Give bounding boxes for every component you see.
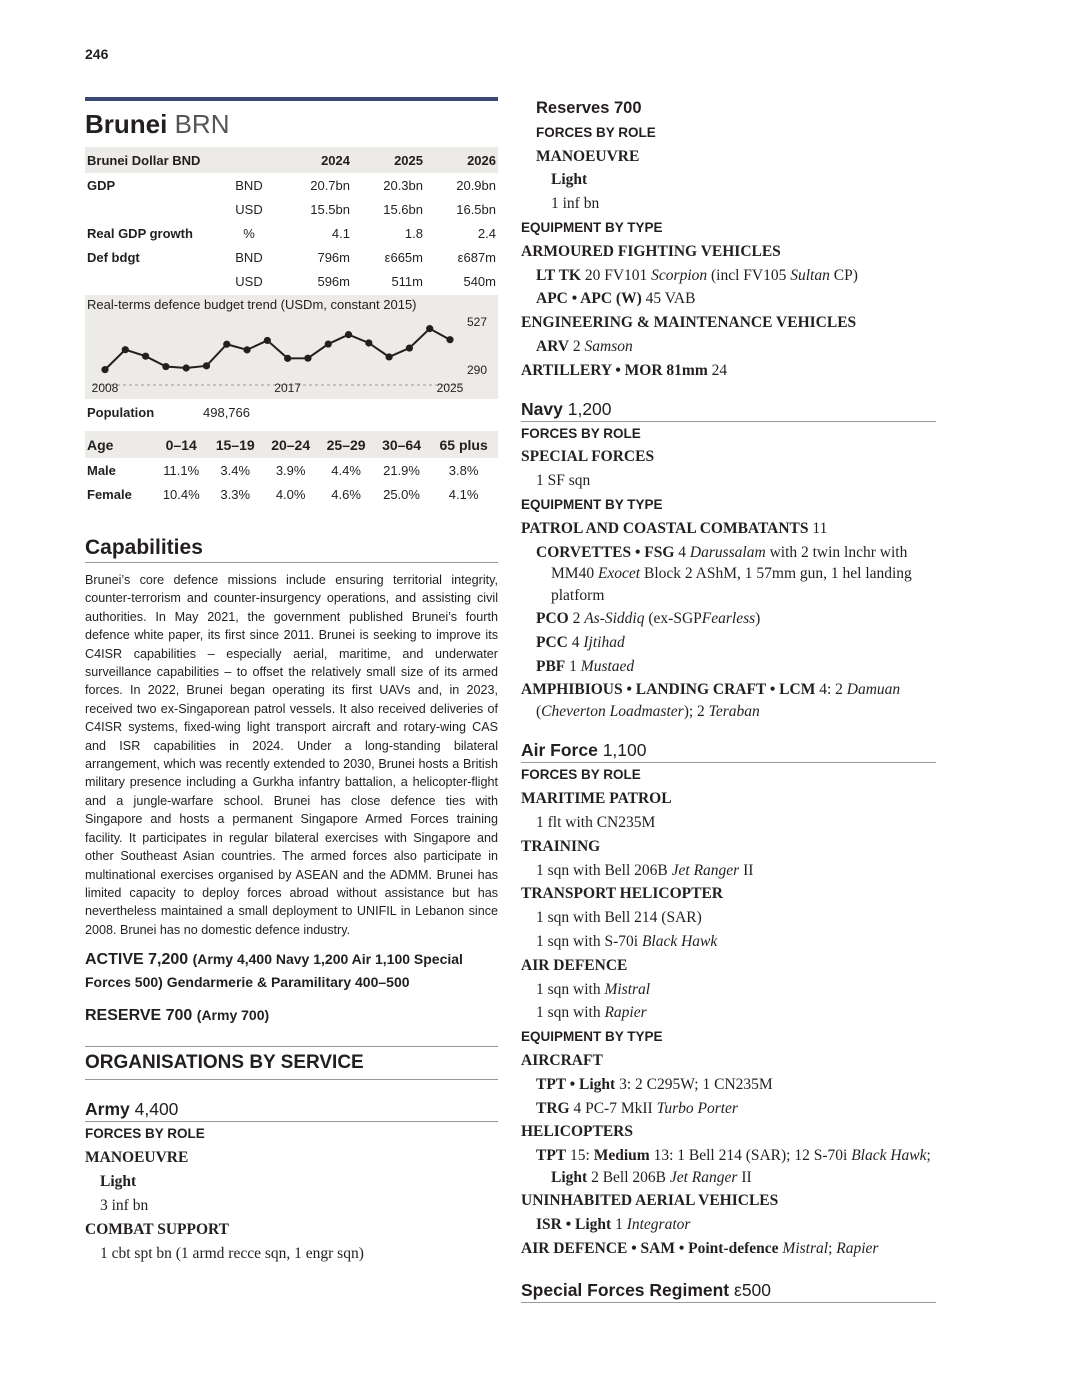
lt-tk-line xyxy=(521,264,936,288)
row-label: Real GDP growth xyxy=(87,225,193,241)
army-forces-by-role: FORCES BY ROLE xyxy=(85,1126,205,1142)
data-point xyxy=(122,346,129,353)
age-cell: 3.8% xyxy=(448,462,479,478)
lt-tk-key: LT TK xyxy=(536,266,581,284)
data-point xyxy=(386,353,393,360)
af-sam-key: AIR DEFENCE • SAM • Point-defence xyxy=(521,1239,779,1257)
sfr-strength: ε500 xyxy=(734,1279,772,1300)
economy-row xyxy=(85,269,498,293)
age-header-cell: 20–24 xyxy=(263,431,318,458)
age-row-male xyxy=(85,458,498,482)
reserve-strength xyxy=(85,1004,498,1027)
navy-sf: SPECIAL FORCES xyxy=(521,448,655,466)
hel-light-key: Light xyxy=(551,1168,588,1186)
af-hel-tpt-line xyxy=(521,1145,936,1188)
af-trg-unit-name: Jet Ranger xyxy=(671,861,740,879)
capabilities-heading: Capabilities xyxy=(85,535,498,563)
lt-tk-incl: (incl FV105 xyxy=(711,266,787,284)
hel-light-suffix: II xyxy=(741,1168,752,1186)
apc-value: 45 VAB xyxy=(645,290,696,308)
cell-value: 511m xyxy=(391,273,423,289)
right-column xyxy=(521,97,936,1303)
navy-strength: 1,200 xyxy=(567,398,612,419)
data-point xyxy=(345,331,352,338)
afv-heading: ARMOURED FIGHTING VEHICLES xyxy=(521,242,781,260)
age-cell: 4.6% xyxy=(331,486,361,502)
amph-class-alt: Cheverton Loadmaster xyxy=(541,703,684,721)
cell-value: 20.3bn xyxy=(383,177,423,193)
af-trg-unit-text: 1 sqn with Bell 206B xyxy=(536,861,668,879)
cell-value: 16.5bn xyxy=(456,201,496,217)
reserve-main: RESERVE 700 xyxy=(85,1007,193,1025)
af-ad-unit1-text: 1 sqn with xyxy=(536,980,601,998)
fsg-missile: Exocet xyxy=(597,565,641,583)
row-unit: USD xyxy=(235,273,263,289)
fsg-line xyxy=(521,542,936,607)
hel-medium-key: Medium xyxy=(593,1147,650,1165)
af-ad-unit1-name: Mistral xyxy=(604,980,651,998)
arv-key: ARV xyxy=(536,337,570,355)
reserves-title: Reserves 700 xyxy=(536,99,642,117)
navy-sf-unit: 1 SF sqn xyxy=(536,472,591,490)
af-th: TRANSPORT HELICOPTER xyxy=(521,885,723,903)
hel-light-name: Jet Ranger xyxy=(669,1168,738,1186)
af-ad-unit1 xyxy=(521,978,936,1002)
data-point xyxy=(101,366,108,373)
reserve-detail: (Army 700) xyxy=(196,1007,270,1024)
data-point xyxy=(243,346,250,353)
row-unit: BND xyxy=(235,249,263,265)
fsg-key: CORVETTES • FSG xyxy=(536,543,675,561)
row-label: GDP xyxy=(87,177,116,193)
y-tick-label: 527 xyxy=(467,315,488,329)
sfr-heading xyxy=(521,1279,936,1303)
age-header-cell: 25–29 xyxy=(318,431,373,458)
row-unit: BND xyxy=(235,177,263,193)
age-cell: 11.1% xyxy=(163,462,200,478)
lt-tk-name: Scorpion xyxy=(651,266,708,284)
pco-class: As-Siddiq xyxy=(584,610,645,628)
cell-value: 596m xyxy=(317,273,350,289)
data-point xyxy=(325,340,332,347)
cell-value: 15.6bn xyxy=(383,201,423,217)
age-cell: 3.9% xyxy=(275,462,306,478)
age-cell: 21.9% xyxy=(383,462,420,478)
age-header-cell: 15–19 xyxy=(208,431,263,458)
age-header xyxy=(85,431,498,458)
af-isr-name: Integrator xyxy=(626,1215,691,1233)
artillery-key: ARTILLERY • MOR 81mm xyxy=(521,361,708,379)
amph-class: Damuan xyxy=(846,681,901,699)
country-rule xyxy=(85,97,498,101)
af-trg-ac-key: TRG xyxy=(536,1099,570,1117)
pbf-count: 1 xyxy=(569,657,577,675)
active-main: ACTIVE 7,200 xyxy=(85,951,189,969)
cell-value: 15.5bn xyxy=(310,201,350,217)
row-unit: % xyxy=(243,225,255,241)
pbf-class: Mustaed xyxy=(580,657,635,675)
af-th-unit1: 1 sqn with Bell 214 (SAR) xyxy=(536,909,702,927)
pco-ex: (ex-SGP xyxy=(648,610,702,628)
fsg-desc2: Block 2 AShM, 1 57mm gun, 1 hel landing platform xyxy=(551,565,912,604)
af-uav: UNINHABITED AERIAL VEHICLES xyxy=(521,1192,779,1210)
af-trg-ac-text: 4 PC-7 MkII xyxy=(573,1099,653,1117)
af-ad-unit2-text: 1 sqn with xyxy=(536,1004,601,1022)
cell-value: 1.8 xyxy=(404,225,423,241)
active-strength xyxy=(85,948,498,994)
amph-count2: 2 xyxy=(697,703,705,721)
af-isr-key: ISR • Light xyxy=(536,1215,612,1233)
hel-sep: ; xyxy=(926,1147,931,1165)
navy-name: Navy xyxy=(521,398,563,419)
cell-value: 20.9bn xyxy=(456,177,496,193)
country-name: Brunei xyxy=(85,109,168,139)
apc-key: APC • APC (W) xyxy=(536,290,642,308)
row-label xyxy=(85,269,219,293)
af-ad-unit2 xyxy=(521,1001,936,1025)
pcc-class: Ijtihad xyxy=(583,633,625,651)
cell-value: ε687m xyxy=(457,249,496,265)
x-tick-label: 2025 xyxy=(436,381,464,395)
lt-tk-count: 20 FV101 xyxy=(584,266,648,284)
cell-value: 20.7bn xyxy=(310,177,350,193)
capabilities-text: Brunei’s core defence missions include ensuring territorial integrity, counter-terrorism and counter-insurgency operations, and assisting civil authorities. In May 2021, the government published Brunei’s fourth defence white paper, its first since 2011. Brunei is seeking to improve its C4ISR capabilities – especially aerial, maritime, and underwater surveillance capabilities – to offset the relatively small size of its armed forces. In 2022, Brunei began operating its first UAVs and, in 2023, received two ex-Singaporean patrol vessels. It also received deliveries of C4ISR systems, fixed-wing light transport aircraft and rotary-wing CAS and ISR capabilities in 2024. Under a long-standing bilateral arrangement, which was recently extended to 2030, Brunei hosts a British military presence including a Gurkha infantry battalion, a helicopter-flight and a jungle-warfare school. Brunei has close defence ties with Singapore and hosts a permanent Singapore Armed Forces training facility. It participates in regular bilateral exercises with Singapore and other Southeast Asian countries. The armed forces also participate in multinational exercises organised by ASEAN and the ADMM. Brunei has limited capacity to deploy forces abroad without assistance but has nevertheless maintained a small deployment to UNIFIL in Lebanon since 2008. Brunei has no domestic defence industry. xyxy=(85,573,498,937)
pcc-total-line xyxy=(521,517,936,541)
air-force-section xyxy=(521,763,936,1144)
age-cell: 4.1% xyxy=(448,486,479,502)
cell-value: ε665m xyxy=(384,249,423,265)
army-name: Army xyxy=(85,1099,130,1120)
data-point xyxy=(203,362,210,369)
cell-value: 4.1 xyxy=(331,225,350,241)
population-label: Population xyxy=(87,405,155,420)
economy-row xyxy=(85,221,498,245)
economy-row xyxy=(85,173,498,197)
x-tick-label: 2008 xyxy=(91,381,119,395)
chart-svg xyxy=(85,295,498,399)
af-trg-unit-suffix: II xyxy=(743,861,754,879)
age-header-cell: 65 plus xyxy=(429,431,498,458)
economy-row xyxy=(85,197,498,221)
country-title xyxy=(85,108,498,140)
pco-line xyxy=(521,607,936,631)
af-ad-unit2-name: Rapier xyxy=(604,1004,647,1022)
row-unit: USD xyxy=(235,201,263,217)
army-light: Light xyxy=(100,1173,137,1191)
pcc-line xyxy=(521,631,936,655)
y-tick-label: 290 xyxy=(467,363,488,377)
eng-heading: ENGINEERING & MAINTENANCE VEHICLES xyxy=(521,314,857,332)
age-header-cell: Age xyxy=(85,431,155,458)
air-force-name: Air Force xyxy=(521,740,598,761)
data-point xyxy=(183,364,190,371)
data-point xyxy=(446,336,453,343)
page-number: 246 xyxy=(85,46,109,62)
year-2026: 2026 xyxy=(425,147,498,173)
amph-count: 4: 2 xyxy=(819,681,843,699)
army-inf: 3 inf bn xyxy=(100,1197,149,1215)
artillery-value: 24 xyxy=(711,361,728,379)
pco-close: ) xyxy=(755,610,761,628)
af-sam-line: AIR DEFENCE • SAM • Point-defence Mistral; Rapier xyxy=(521,1239,879,1257)
af-trg-unit xyxy=(521,859,936,883)
budget-trend-chart xyxy=(85,295,498,399)
pco-ex-class: Fearless xyxy=(701,610,756,628)
age-cell: 10.4% xyxy=(162,486,200,502)
data-point xyxy=(223,341,230,348)
af-equipment-by-type: EQUIPMENT BY TYPE xyxy=(521,1029,663,1045)
af-isr-count: 1 xyxy=(615,1215,623,1233)
pbf-key: PBF xyxy=(536,657,566,675)
x-tick-label: 2017 xyxy=(274,381,301,395)
af-sam-name1: Mistral xyxy=(782,1239,829,1257)
economy-currency: Brunei Dollar BND xyxy=(85,147,219,173)
cell-value: 2.4 xyxy=(477,225,496,241)
reserves-equipment-by-type: EQUIPMENT BY TYPE xyxy=(521,219,663,235)
population-row xyxy=(85,399,498,427)
country-code: BRN xyxy=(174,109,230,139)
age-header-cell: 0–14 xyxy=(155,431,208,458)
hel-tpt-count: 15: xyxy=(570,1147,590,1165)
data-point xyxy=(142,353,149,360)
pcc-total-key: PATROL AND COASTAL COMBATANTS xyxy=(521,519,809,537)
amph-class2: Teraban xyxy=(708,703,760,721)
reserves-manoeuvre: MANOEUVRE xyxy=(536,147,640,165)
army-strength: 4,400 xyxy=(134,1099,179,1120)
navy-section xyxy=(521,422,936,541)
row-label: Def bdgt xyxy=(87,249,140,265)
economy-header-blank xyxy=(219,147,279,173)
arv-count: 2 xyxy=(572,337,581,355)
pcc-key: PCC xyxy=(536,633,568,651)
age-cell: 4.0% xyxy=(275,486,306,502)
year-2024: 2024 xyxy=(279,147,352,173)
af-isr-line xyxy=(521,1213,936,1237)
age-cell: 3.3% xyxy=(220,486,251,502)
data-point xyxy=(365,339,372,346)
navy-forces-by-role: FORCES BY ROLE xyxy=(521,425,641,441)
army-heading xyxy=(85,1098,498,1122)
army-combat-support: COMBAT SUPPORT xyxy=(85,1221,229,1239)
af-mp: MARITIME PATROL xyxy=(521,790,672,808)
chart-title: Real-terms defence budget trend (USDm, constant 2015) xyxy=(87,297,417,312)
organisations-heading: ORGANISATIONS BY SERVICE xyxy=(85,1046,498,1080)
data-point xyxy=(162,363,169,370)
reserves-section xyxy=(521,97,936,383)
reserves-light: Light xyxy=(551,171,588,189)
af-mp-unit: 1 flt with CN235M xyxy=(536,814,656,832)
fsg-class: Darussalam xyxy=(689,543,766,561)
data-point xyxy=(284,355,291,362)
age-table xyxy=(85,431,498,506)
af-tpt-value: 3: 2 C295W; 1 CN235M xyxy=(619,1075,773,1093)
cell-value: 796m xyxy=(317,249,350,265)
af-aircraft: AIRCRAFT xyxy=(521,1052,603,1069)
age-row-label: Female xyxy=(87,486,132,502)
apc-line xyxy=(521,287,936,311)
active-detail: (Army 4,400 Navy 1,200 Air 1,100 Special Forces 500) Gendarmerie & Paramilitary 400–500 xyxy=(85,951,463,991)
af-trg-ac-name: Turbo Porter xyxy=(656,1099,738,1117)
age-row-label: Male xyxy=(87,462,116,478)
af-forces-by-role: FORCES BY ROLE xyxy=(521,767,641,783)
hel-tpt-key: TPT xyxy=(536,1147,567,1165)
fsg-desc: with 2 twin lnchr with MM40 xyxy=(551,543,908,583)
air-force-strength: 1,100 xyxy=(602,740,647,761)
data-point xyxy=(304,355,311,362)
navy-section-2 xyxy=(521,607,936,678)
air-force-heading xyxy=(521,739,936,763)
lt-tk-cp: CP) xyxy=(833,266,858,284)
artillery-line xyxy=(521,359,936,383)
age-header-cell: 30–64 xyxy=(374,431,429,458)
year-2025: 2025 xyxy=(352,147,425,173)
af-ad: AIR DEFENCE xyxy=(521,956,628,974)
air-force-section-2 xyxy=(521,1189,936,1260)
data-point xyxy=(426,325,433,332)
data-point xyxy=(406,344,413,351)
row-label xyxy=(85,197,219,221)
af-trg: TRAINING xyxy=(521,837,601,855)
cell-value: 540m xyxy=(463,273,496,289)
hel-light-text: 2 Bell 206B xyxy=(591,1168,666,1186)
hel-medium-name: Black Hawk xyxy=(851,1147,927,1165)
data-point xyxy=(264,337,271,344)
lt-tk-variant: Sultan xyxy=(790,266,830,284)
age-cell: 25.0% xyxy=(383,486,420,502)
age-cell: 4.4% xyxy=(331,462,361,478)
left-column xyxy=(85,97,498,1266)
hel-medium-text: 13: 1 Bell 214 (SAR); 12 S-70i xyxy=(653,1147,848,1165)
pcc-count: 4 xyxy=(571,633,580,651)
reserves-forces-by-role: FORCES BY ROLE xyxy=(536,124,656,140)
amph-key: AMPHIBIOUS • LANDING CRAFT • LCM xyxy=(521,681,816,699)
arv-name: Samson xyxy=(584,337,633,355)
series-line xyxy=(105,329,450,370)
fsg-count: 4 xyxy=(678,543,687,561)
af-trg-ac-line xyxy=(521,1097,936,1121)
economy-table xyxy=(85,147,498,293)
af-th-unit2 xyxy=(521,930,936,954)
pco-key: PCO xyxy=(536,610,569,628)
army-cbt-spt: 1 cbt spt bn (1 armd recce sqn, 1 engr sqn) xyxy=(100,1245,364,1263)
economy-row xyxy=(85,245,498,269)
af-sam-name2: Rapier xyxy=(836,1239,879,1257)
af-tpt-key: TPT • Light xyxy=(536,1075,616,1093)
arv-line xyxy=(521,335,936,359)
reserves-inf: 1 inf bn xyxy=(551,195,600,213)
pbf-line xyxy=(521,655,936,679)
af-tpt-line xyxy=(521,1073,936,1097)
army-manoeuvre: MANOEUVRE xyxy=(85,1149,189,1167)
pco-count: 2 xyxy=(572,610,581,628)
sfr-name: Special Forces Regiment xyxy=(521,1279,730,1300)
economy-header xyxy=(85,147,498,173)
age-cell: 3.4% xyxy=(220,462,251,478)
af-th-unit2-name: Black Hawk xyxy=(641,933,718,951)
navy-heading xyxy=(521,398,936,422)
population-value: 498,766 xyxy=(203,405,250,420)
af-helicopters: HELICOPTERS xyxy=(521,1123,633,1141)
amphibious-line: AMPHIBIOUS • LANDING CRAFT • LCM 4: 2 Damuan (Cheverton Loadmaster); 2 Teraban xyxy=(521,681,901,721)
pcc-total-value: 11 xyxy=(812,519,828,537)
af-th-unit2-text: 1 sqn with S-70i xyxy=(536,933,639,951)
age-row-female xyxy=(85,482,498,506)
navy-equipment-by-type: EQUIPMENT BY TYPE xyxy=(521,496,663,512)
